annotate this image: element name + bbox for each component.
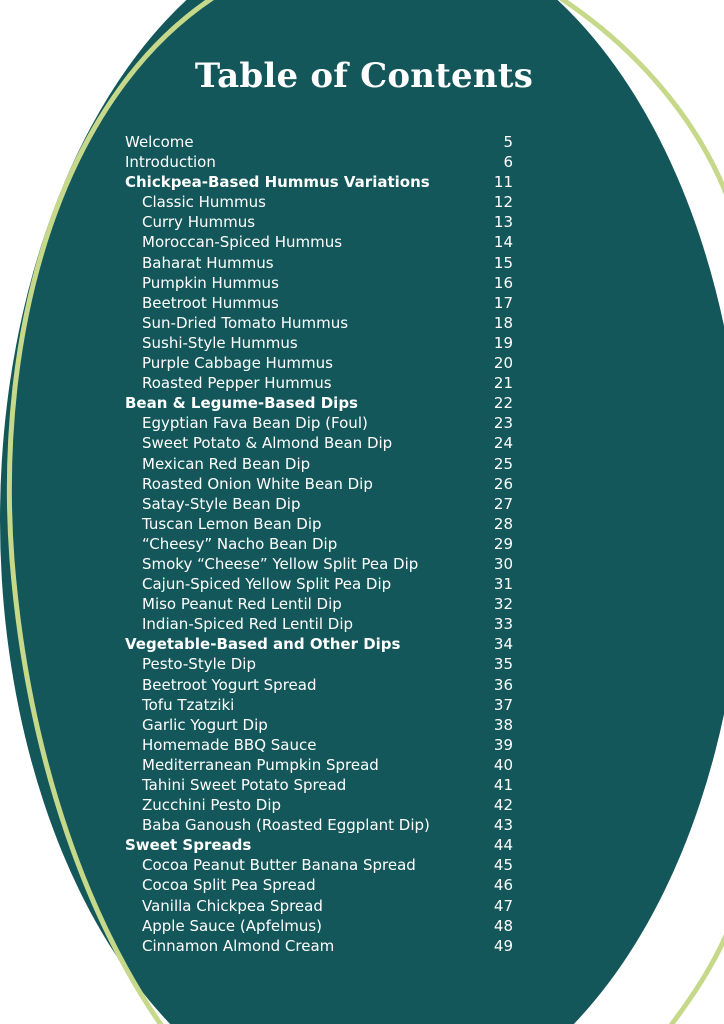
- toc-entry[interactable]: [125, 413, 513, 433]
- toc-entry[interactable]: [125, 896, 513, 916]
- toc-entry-page-number: 46: [493, 876, 513, 895]
- toc-entry-page-number: 42: [493, 796, 513, 815]
- toc-entry-label: Sun-Dried Tomato Hummus: [142, 313, 349, 332]
- toc-entry-label: Vegetable-Based and Other Dips: [125, 635, 401, 654]
- toc-entry-label: Roasted Onion White Bean Dip: [142, 474, 373, 493]
- toc-entry-label: Mexican Red Bean Dip: [142, 454, 311, 473]
- toc-entry-page-number: 47: [493, 896, 513, 915]
- toc-entry-page-number: 14: [493, 233, 513, 252]
- toc-entry-page-number: 41: [493, 776, 513, 794]
- toc-entry-page-number: 32: [493, 595, 513, 614]
- toc-entry-label: Egyptian Fava Bean Dip (Foul): [142, 414, 368, 433]
- toc-entry-label: Roasted Pepper Hummus: [142, 374, 332, 393]
- toc-entry[interactable]: [125, 695, 513, 715]
- toc-entry-label: Beetroot Hummus: [142, 293, 279, 312]
- toc-entry-label: Curry Hummus: [142, 213, 256, 232]
- accent-curve-bottom-right: [660, 900, 724, 1024]
- toc-entry-label: Sweet Potato & Almond Bean Dip: [142, 434, 393, 453]
- toc-entry[interactable]: [125, 433, 513, 453]
- toc-entry-page-number: 40: [493, 755, 513, 774]
- toc-entry-page-number: 38: [493, 715, 513, 734]
- toc-section-entry[interactable]: [125, 634, 513, 654]
- toc-entry-page-number: 49: [493, 936, 513, 955]
- toc-entry-label: Zucchini Pesto Dip: [142, 796, 282, 815]
- toc-entry[interactable]: [125, 373, 513, 393]
- toc-entry-label: Mediterranean Pumpkin Spread: [142, 755, 379, 774]
- toc-entry-label: Miso Peanut Red Lentil Dip: [142, 595, 342, 614]
- toc-entry[interactable]: [125, 715, 513, 735]
- toc-entry-page-number: 19: [493, 333, 513, 352]
- toc-entry-page-number: 33: [493, 615, 513, 634]
- toc-entry-page-number: 36: [493, 675, 513, 694]
- toc-entry[interactable]: [125, 815, 513, 835]
- toc-entry-page-number: 39: [493, 735, 513, 754]
- toc-entry-label: Introduction: [125, 153, 216, 172]
- toc-entry-label: Homemade BBQ Sauce: [142, 735, 317, 754]
- toc-entry-page-number: 23: [493, 414, 513, 433]
- toc-entry-page-number: 6: [503, 153, 513, 172]
- page-title: Table of Contents: [194, 56, 534, 96]
- toc-entry-label: Sushi-Style Hummus: [142, 333, 298, 352]
- toc-entry-label: Cocoa Peanut Butter Banana Spread: [142, 856, 416, 875]
- toc-entry-label: Chickpea-Based Hummus Variations: [125, 173, 430, 192]
- toc-entry-page-number: 16: [493, 273, 513, 292]
- toc-entry[interactable]: [125, 353, 513, 373]
- toc-entry[interactable]: [125, 795, 513, 815]
- toc-entry[interactable]: [125, 675, 513, 695]
- toc-entry-label: Bean & Legume-Based Dips: [125, 394, 358, 413]
- toc-entry[interactable]: [125, 132, 513, 152]
- toc-entry-label: Cocoa Split Pea Spread: [142, 876, 316, 895]
- toc-entry[interactable]: [125, 253, 513, 273]
- toc-section-entry[interactable]: [125, 393, 513, 413]
- toc-entry-label: Cinnamon Almond Cream: [142, 936, 335, 955]
- toc-entry[interactable]: [125, 454, 513, 474]
- toc-entry-label: Garlic Yogurt Dip: [142, 715, 268, 734]
- toc-entry-page-number: 28: [493, 514, 513, 533]
- toc-entry-label: Beetroot Yogurt Spread: [142, 675, 317, 694]
- toc-entry[interactable]: [125, 232, 513, 252]
- toc-entry[interactable]: [125, 594, 513, 614]
- toc-entry-label: Baba Ganoush (Roasted Eggplant Dip): [142, 816, 430, 835]
- toc-entry-label: Classic Hummus: [142, 193, 266, 212]
- toc-entry-page-number: 44: [493, 836, 513, 855]
- toc-entry-page-number: 48: [493, 916, 513, 935]
- toc-entry-page-number: 31: [493, 575, 513, 594]
- toc-section-entry[interactable]: [125, 172, 513, 192]
- toc-entry[interactable]: [125, 554, 513, 574]
- toc-entry[interactable]: [125, 313, 513, 333]
- toc-entry[interactable]: [125, 916, 513, 936]
- toc-entry-page-number: 29: [493, 534, 513, 553]
- toc-entry-label: “Cheesy” Nacho Bean Dip: [142, 534, 338, 553]
- toc-entry-page-number: 27: [493, 494, 513, 513]
- toc-entry[interactable]: [125, 192, 513, 212]
- toc-entry-page-number: 13: [493, 213, 513, 232]
- toc-entry-label: Pesto-Style Dip: [142, 655, 256, 674]
- toc-entry[interactable]: [125, 293, 513, 313]
- toc-entry-label: Smoky “Cheese” Yellow Split Pea Dip: [142, 554, 419, 573]
- toc-section-entry[interactable]: [125, 835, 513, 855]
- toc-entry[interactable]: [125, 654, 513, 674]
- toc-entry-label: Tofu Tzatziki: [142, 695, 235, 714]
- toc-entry-page-number: 43: [493, 816, 513, 835]
- toc-entry[interactable]: [125, 152, 513, 172]
- toc-entry-page-number: 26: [493, 474, 513, 493]
- toc-entry-page-number: 12: [493, 193, 513, 212]
- toc-entry[interactable]: [125, 534, 513, 554]
- toc-entry[interactable]: [125, 936, 513, 956]
- toc-entry-page-number: 45: [493, 856, 513, 875]
- toc-entry-page-number: 20: [493, 354, 513, 373]
- toc-entry-label: Tuscan Lemon Bean Dip: [142, 514, 322, 533]
- table-of-contents: [125, 132, 513, 956]
- toc-entry-label: Tahini Sweet Potato Spread: [142, 776, 347, 794]
- toc-entry-page-number: 25: [493, 454, 513, 473]
- toc-entry-page-number: 34: [493, 635, 513, 654]
- toc-entry-page-number: 15: [493, 253, 513, 272]
- toc-entry-label: Purple Cabbage Hummus: [142, 354, 333, 373]
- toc-entry-label: Satay-Style Bean Dip: [142, 494, 301, 513]
- toc-entry-label: Baharat Hummus: [142, 253, 274, 272]
- toc-entry-page-number: 22: [493, 394, 513, 413]
- toc-entry-label: Indian-Spiced Red Lentil Dip: [142, 615, 354, 634]
- toc-entry[interactable]: [125, 574, 513, 594]
- toc-entry-label: Vanilla Chickpea Spread: [142, 896, 323, 915]
- toc-entry[interactable]: [125, 494, 513, 514]
- toc-entry-label: Sweet Spreads: [125, 836, 252, 855]
- toc-entry-label: Pumpkin Hummus: [142, 273, 279, 292]
- toc-entry[interactable]: [125, 514, 513, 534]
- toc-entry[interactable]: [125, 775, 513, 795]
- toc-entry-page-number: 5: [503, 133, 513, 151]
- toc-entry[interactable]: [125, 755, 513, 775]
- toc-entry[interactable]: [125, 273, 513, 293]
- toc-entry-label: Moroccan-Spiced Hummus: [142, 233, 343, 252]
- toc-entry-page-number: 11: [493, 173, 513, 192]
- toc-entry-label: Apple Sauce (Apfelmus): [142, 916, 323, 935]
- toc-entry-page-number: 37: [493, 695, 513, 714]
- toc-entry-label: Welcome: [125, 133, 194, 151]
- toc-entry-page-number: 35: [493, 655, 513, 674]
- toc-entry[interactable]: [125, 735, 513, 755]
- toc-entry[interactable]: [125, 855, 513, 875]
- toc-entry-page-number: 30: [493, 554, 513, 573]
- toc-entry[interactable]: [125, 333, 513, 353]
- toc-entry[interactable]: [125, 212, 513, 232]
- toc-entry-page-number: 24: [493, 434, 513, 453]
- toc-entry[interactable]: [125, 614, 513, 634]
- toc-entry-page-number: 21: [493, 374, 513, 393]
- toc-entry-page-number: 17: [493, 293, 513, 312]
- toc-entry-label: Cajun-Spiced Yellow Split Pea Dip: [142, 575, 392, 594]
- toc-entry-page-number: 18: [493, 313, 513, 332]
- toc-entry[interactable]: [125, 875, 513, 895]
- toc-entry[interactable]: [125, 474, 513, 494]
